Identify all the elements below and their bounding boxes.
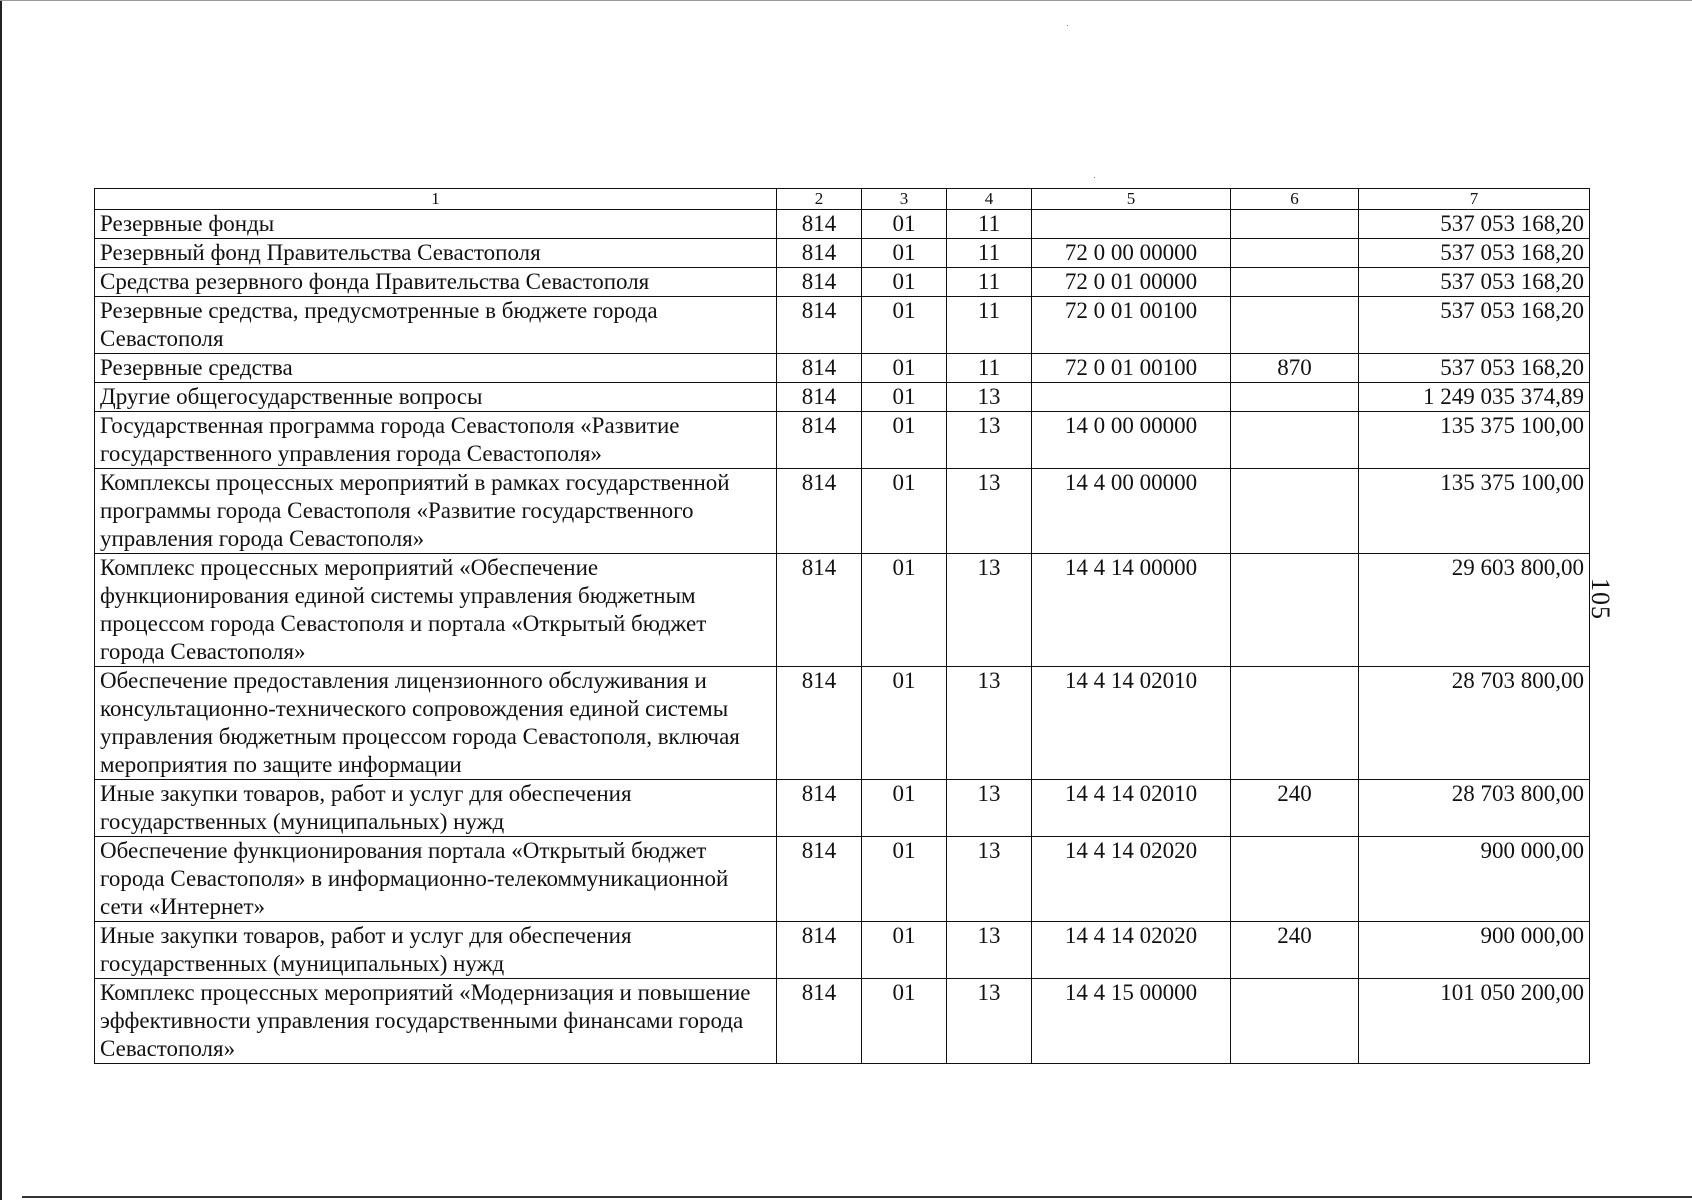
expense-type-cell: 240	[1231, 780, 1359, 837]
expense-type-cell	[1231, 554, 1359, 667]
column-header: 4	[947, 189, 1032, 210]
target-item-cell: 14 4 14 02010	[1032, 780, 1231, 837]
amount-cell: 28 703 800,00	[1359, 667, 1590, 780]
row-name-cell: Комплексы процессных мероприятий в рамках государственной программы города Севастополя «Развитие государственного управления города Севастополя»	[95, 469, 777, 554]
section-cell: 01	[862, 383, 947, 412]
target-item-cell: 14 0 00 00000	[1032, 412, 1231, 469]
expense-type-cell	[1231, 837, 1359, 922]
subsection-cell: 11	[947, 354, 1032, 383]
column-header: 6	[1231, 189, 1359, 210]
section-cell: 01	[862, 667, 947, 780]
code-cell: 814	[777, 469, 862, 554]
section-cell: 01	[862, 268, 947, 297]
scan-speck	[1067, 25, 1068, 26]
code-cell: 814	[777, 922, 862, 979]
amount-cell: 29 603 800,00	[1359, 554, 1590, 667]
table-row	[95, 469, 1590, 554]
row-name-cell: Иные закупки товаров, работ и услуг для обеспечения государственных (муниципальных) нужд	[95, 922, 777, 979]
amount-cell: 537 053 168,20	[1359, 354, 1590, 383]
row-name-cell: Комплекс процессных мероприятий «Модернизация и повышение эффективности управления государственными финансами города Севастополя»	[95, 979, 777, 1064]
amount-cell: 900 000,00	[1359, 837, 1590, 922]
column-header: 5	[1032, 189, 1231, 210]
amount-cell: 537 053 168,20	[1359, 239, 1590, 268]
table-row	[95, 667, 1590, 780]
table-row	[95, 383, 1590, 412]
section-cell: 01	[862, 297, 947, 354]
column-header: 3	[862, 189, 947, 210]
section-cell: 01	[862, 922, 947, 979]
budget-table	[94, 188, 1590, 1064]
amount-cell: 101 050 200,00	[1359, 979, 1590, 1064]
section-cell: 01	[862, 354, 947, 383]
column-header: 7	[1359, 189, 1590, 210]
column-number-row	[95, 189, 1590, 210]
subsection-cell: 11	[947, 297, 1032, 354]
row-name-cell: Обеспечение функционирования портала «Открытый бюджет города Севастополя» в информационно-телекоммуникационной сети «Интернет»	[95, 837, 777, 922]
subsection-cell: 13	[947, 469, 1032, 554]
amount-cell: 537 053 168,20	[1359, 210, 1590, 239]
row-name-cell: Резервный фонд Правительства Севастополя	[95, 239, 777, 268]
row-name-cell: Резервные средства, предусмотренные в бюджете города Севастополя	[95, 297, 777, 354]
row-name-cell: Средства резервного фонда Правительства Севастополя	[95, 268, 777, 297]
row-name-cell: Государственная программа города Севастополя «Развитие государственного управления города Севастополя»	[95, 412, 777, 469]
table-row	[95, 210, 1590, 239]
code-cell: 814	[777, 667, 862, 780]
table-body	[95, 210, 1590, 1064]
target-item-cell: 14 4 14 02020	[1032, 837, 1231, 922]
target-item-cell: 14 4 15 00000	[1032, 979, 1231, 1064]
code-cell: 814	[777, 297, 862, 354]
target-item-cell: 14 4 14 00000	[1032, 554, 1231, 667]
subsection-cell: 13	[947, 837, 1032, 922]
expense-type-cell	[1231, 469, 1359, 554]
row-name-cell: Иные закупки товаров, работ и услуг для обеспечения государственных (муниципальных) нужд	[95, 780, 777, 837]
subsection-cell: 13	[947, 412, 1032, 469]
row-name-cell: Обеспечение предоставления лицензионного обслуживания и консультационно-технического сопровождения единой системы управления бюджетным процессом города Севастополя, включая мероприятия по защите информации	[95, 667, 777, 780]
code-cell: 814	[777, 239, 862, 268]
expense-type-cell	[1231, 383, 1359, 412]
expense-type-cell: 870	[1231, 354, 1359, 383]
scan-top-edge	[0, 0, 1692, 1]
section-cell: 01	[862, 837, 947, 922]
expense-type-cell	[1231, 412, 1359, 469]
column-header: 1	[95, 189, 777, 210]
table-row	[95, 268, 1590, 297]
table-row	[95, 554, 1590, 667]
page-number: 105	[1586, 578, 1615, 620]
code-cell: 814	[777, 780, 862, 837]
target-item-cell: 72 0 01 00000	[1032, 268, 1231, 297]
amount-cell: 537 053 168,20	[1359, 297, 1590, 354]
section-cell: 01	[862, 412, 947, 469]
code-cell: 814	[777, 210, 862, 239]
expense-type-cell: 240	[1231, 922, 1359, 979]
scan-left-edge	[0, 0, 2, 1200]
target-item-cell: 72 0 01 00100	[1032, 297, 1231, 354]
target-item-cell: 72 0 01 00100	[1032, 354, 1231, 383]
table-row	[95, 837, 1590, 922]
expense-type-cell	[1231, 297, 1359, 354]
table-row	[95, 297, 1590, 354]
amount-cell: 1 249 035 374,89	[1359, 383, 1590, 412]
subsection-cell: 13	[947, 667, 1032, 780]
row-name-cell: Другие общегосударственные вопросы	[95, 383, 777, 412]
expense-type-cell	[1231, 210, 1359, 239]
subsection-cell: 11	[947, 210, 1032, 239]
table-row	[95, 922, 1590, 979]
column-header: 2	[777, 189, 862, 210]
amount-cell: 900 000,00	[1359, 922, 1590, 979]
table-row	[95, 979, 1590, 1064]
amount-cell: 537 053 168,20	[1359, 268, 1590, 297]
section-cell: 01	[862, 979, 947, 1064]
table-row	[95, 412, 1590, 469]
row-name-cell: Резервные фонды	[95, 210, 777, 239]
code-cell: 814	[777, 979, 862, 1064]
section-cell: 01	[862, 239, 947, 268]
target-item-cell	[1032, 210, 1231, 239]
amount-cell: 135 375 100,00	[1359, 469, 1590, 554]
table-row	[95, 354, 1590, 383]
expense-type-cell	[1231, 667, 1359, 780]
subsection-cell: 13	[947, 554, 1032, 667]
subsection-cell: 13	[947, 922, 1032, 979]
amount-cell: 135 375 100,00	[1359, 412, 1590, 469]
subsection-cell: 13	[947, 383, 1032, 412]
section-cell: 01	[862, 554, 947, 667]
scan-speck	[1094, 177, 1095, 178]
code-cell: 814	[777, 268, 862, 297]
scan-bottom-edge	[22, 1196, 1692, 1198]
section-cell: 01	[862, 210, 947, 239]
code-cell: 814	[777, 412, 862, 469]
code-cell: 814	[777, 554, 862, 667]
expense-type-cell	[1231, 268, 1359, 297]
subsection-cell: 13	[947, 979, 1032, 1064]
section-cell: 01	[862, 469, 947, 554]
target-item-cell: 14 4 14 02010	[1032, 667, 1231, 780]
subsection-cell: 11	[947, 239, 1032, 268]
expense-type-cell	[1231, 239, 1359, 268]
target-item-cell	[1032, 383, 1231, 412]
table-row	[95, 780, 1590, 837]
target-item-cell: 14 4 14 02020	[1032, 922, 1231, 979]
target-item-cell: 14 4 00 00000	[1032, 469, 1231, 554]
amount-cell: 28 703 800,00	[1359, 780, 1590, 837]
target-item-cell: 72 0 00 00000	[1032, 239, 1231, 268]
section-cell: 01	[862, 780, 947, 837]
code-cell: 814	[777, 837, 862, 922]
expense-type-cell	[1231, 979, 1359, 1064]
row-name-cell: Резервные средства	[95, 354, 777, 383]
subsection-cell: 11	[947, 268, 1032, 297]
row-name-cell: Комплекс процессных мероприятий «Обеспечение функционирования единой системы управления бюджетным процессом города Севастополя и портала «Открытый бюджет города Севастополя»	[95, 554, 777, 667]
subsection-cell: 13	[947, 780, 1032, 837]
code-cell: 814	[777, 354, 862, 383]
code-cell: 814	[777, 383, 862, 412]
table-row	[95, 239, 1590, 268]
